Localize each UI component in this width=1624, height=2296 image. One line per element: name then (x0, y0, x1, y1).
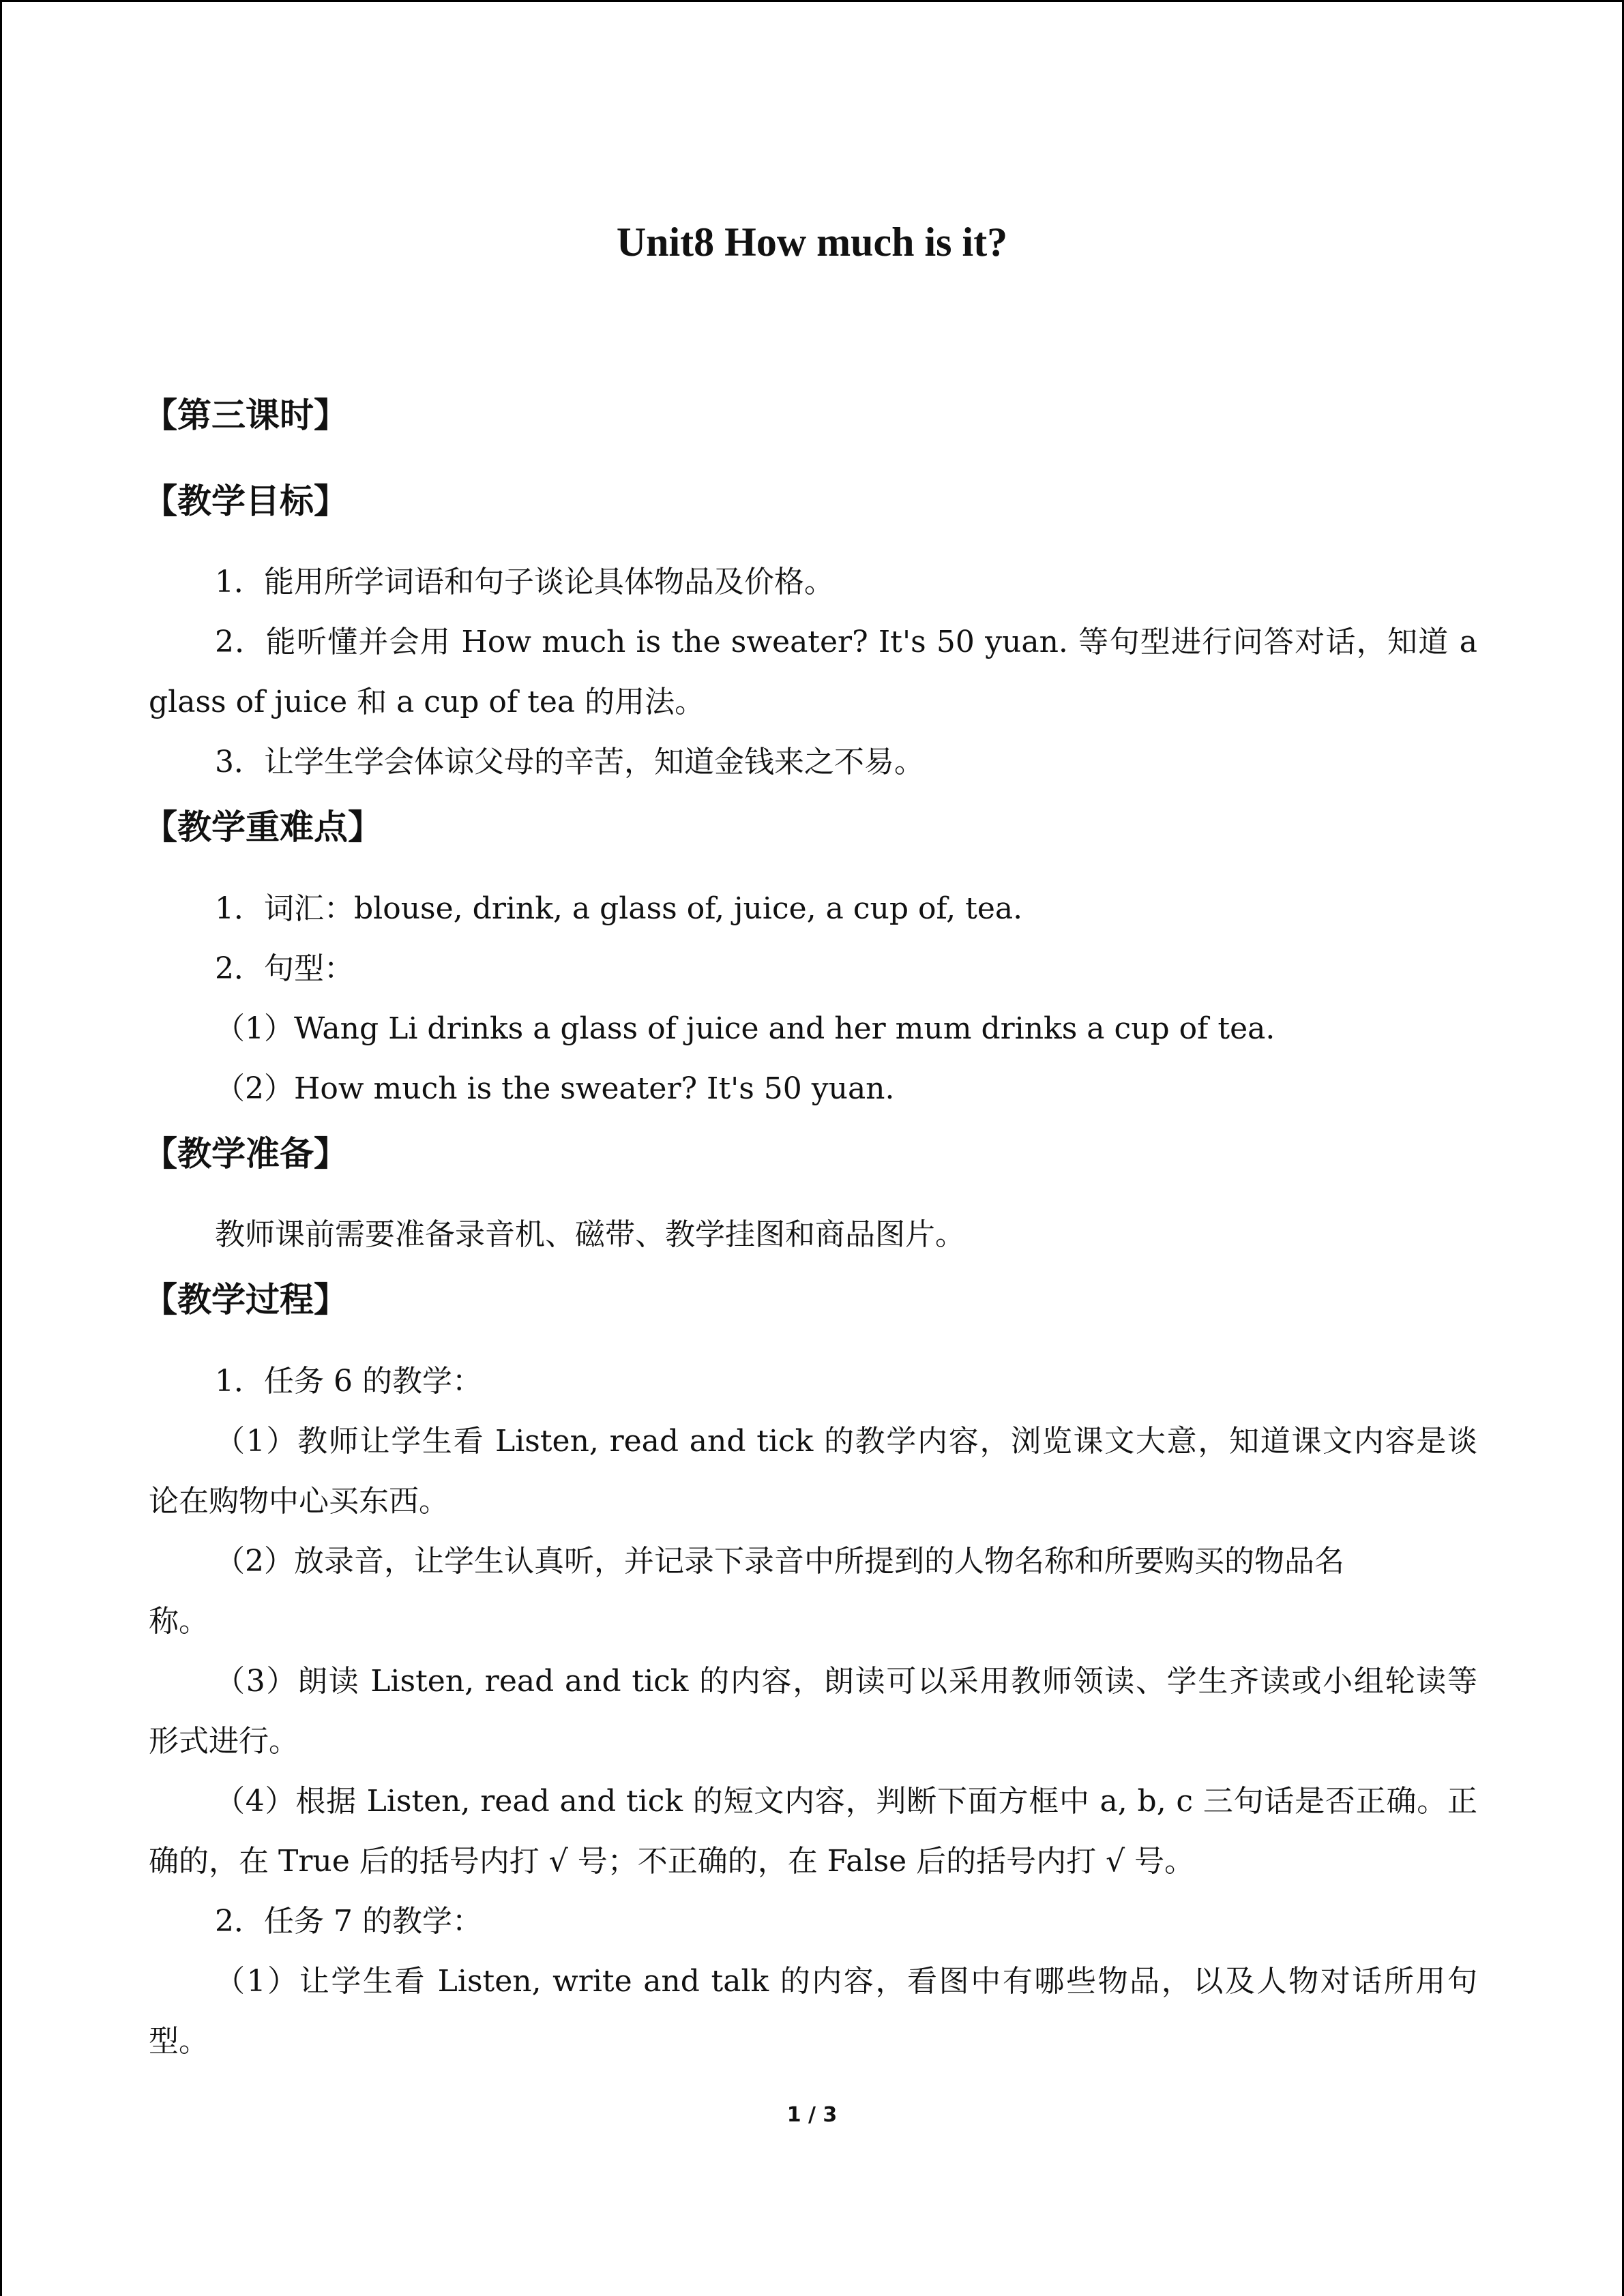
section-heading-objectives: 【教学目标】 (143, 481, 348, 521)
keypoint-sentence-2: （2）How much is the sweater? It's 50 yuan. (215, 1071, 895, 1106)
process-t6-step1-line1: （1）教师让学生看 Listen, read and tick 的教学内容，浏览课文大意，知道课文内容是谈 (215, 1424, 1477, 1459)
document-title: Unit8 How much is it? (616, 220, 1008, 265)
objective-item-2-line-2: glass of juice 和 a cup of tea 的用法。 (149, 685, 705, 719)
preparation-text: 教师课前需要准备录音机、磁带、教学挂图和商品图片。 (215, 1217, 965, 1252)
process-t6-step3-line2: 形式进行。 (149, 1724, 299, 1759)
process-t6-step3-line1: （3）朗读 Listen, read and tick 的内容，朗读可以采用教师领读、学生齐读或小组轮读等 (215, 1664, 1477, 1699)
section-heading-keypoints: 【教学重难点】 (143, 807, 382, 847)
process-t7-step1-line2: 型。 (149, 2024, 209, 2059)
objective-item-2-line-1: 2．能听懂并会用 How much is the sweater? It's 50 yuan. 等句型进行问答对话，知道 a (215, 625, 1477, 659)
process-task-6: 1．任务 6 的教学： (215, 1364, 482, 1399)
process-t7-step1-line1: （1）让学生看 Listen, write and talk 的内容，看图中有哪些物品，以及人物对话所用句 (215, 1964, 1477, 1999)
section-heading-preparation: 【教学准备】 (143, 1134, 348, 1174)
process-t6-step4-line1: （4）根据 Listen, read and tick 的短文内容，判断下面方框中 a, b, c 三句话是否正确。正 (215, 1784, 1477, 1819)
section-heading-lesson: 【第三课时】 (143, 396, 348, 435)
objective-item-1: 1．能用所学词语和句子谈论具体物品及价格。 (215, 565, 834, 599)
section-heading-process: 【教学过程】 (143, 1280, 348, 1320)
keypoint-sentence-1: （1）Wang Li drinks a glass of juice and her mum drinks a cup of tea. (215, 1011, 1275, 1046)
process-t6-step2-line1: （2）放录音，让学生认真听，并记录下录音中所提到的人物名称和所要购买的物品名 (215, 1544, 1344, 1579)
process-t6-step1-line2: 论在购物中心买东西。 (149, 1484, 449, 1519)
keypoint-vocab: 1．词汇：blouse, drink, a glass of, juice, a cup of, tea. (215, 891, 1023, 926)
process-t6-step2-line2: 称。 (149, 1604, 209, 1639)
process-t6-step4-line2: 确的，在 True 后的括号内打 √ 号；不正确的，在 False 后的括号内打 √ 号。 (149, 1844, 1195, 1879)
keypoint-sentence-label: 2．句型： (215, 951, 354, 986)
page-number: 1 / 3 (786, 2103, 838, 2127)
objective-item-3: 3．让学生学会体谅父母的辛苦，知道金钱来之不易。 (215, 745, 924, 779)
process-task-7: 2．任务 7 的教学： (215, 1904, 482, 1939)
